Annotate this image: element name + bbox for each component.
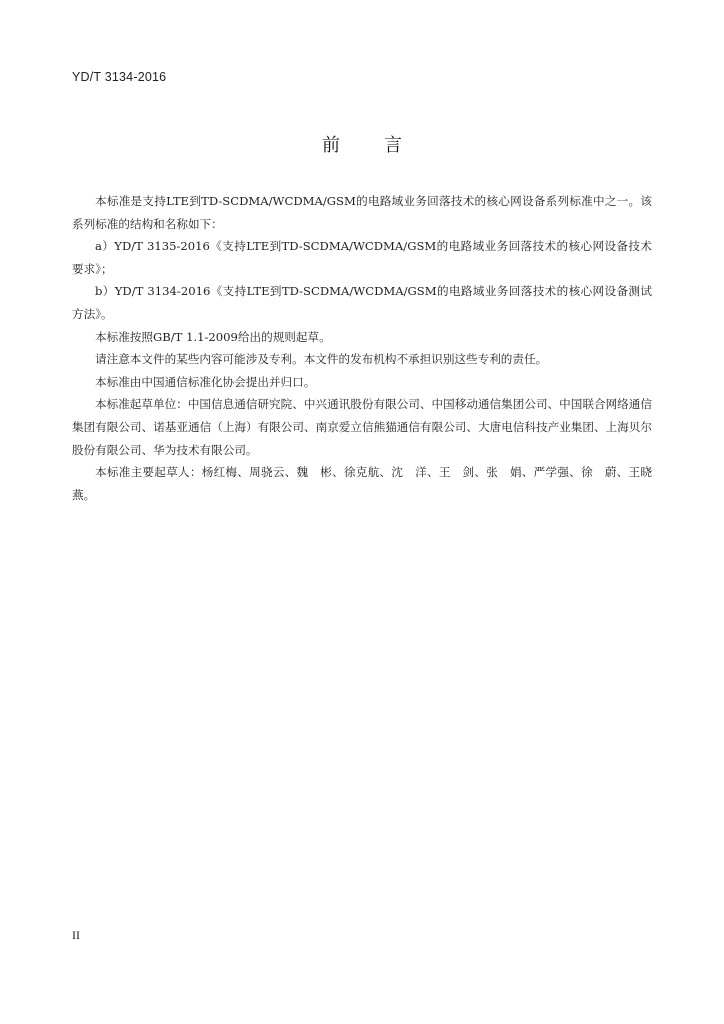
title-char-1: 前 [322,135,340,156]
paragraph-item-a: a）YD/T 3135-2016《支持LTE到TD-SCDMA/WCDMA/GSM的电路域业务回落技术的核心网设备技术要求》； [72,239,652,276]
paragraph-intro: 本标准是支持LTE到TD-SCDMA/WCDMA/GSM的电路域业务回落技术的核心网设备系列标准中之一。该系列标准的结构和名称如下： [72,194,652,231]
page-title [0,131,724,157]
paragraph-proposer: 本标准由中国通信标准化协会提出并归口。 [95,374,316,389]
title-char-2: 言 [384,135,402,156]
paragraph-item-b: b）YD/T 3134-2016《支持LTE到TD-SCDMA/WCDMA/GSM的电路域业务回落技术的核心网设备测试方法》。 [72,284,652,321]
paragraph-patent-notice: 请注意本文件的某些内容可能涉及专利。本文件的发布机构不承担识别这些专利的责任。 [95,352,548,367]
paragraph-drafters: 本标准主要起草人：杨红梅、周骁云、魏 彬、徐克航、沈 洋、王 剑、张 娟、严学强、徐 蔚、王晓燕。 [72,465,652,502]
paragraph-drafting-rules: 本标准按照GB/T 1.1-2009给出的规则起草。 [95,329,331,344]
document-code: YD/T 3134-2016 [72,70,167,84]
page-number: II [72,928,80,942]
foreword-body [72,190,652,506]
paragraph-drafting-units: 本标准起草单位：中国信息通信研究院、中兴通讯股份有限公司、中国移动通信集团公司、中国联合网络通信集团有限公司、诺基亚通信（上海）有限公司、南京爱立信熊猫通信有限公司、大唐电信科技产业集团、上海贝尔股份有限公司、华为技术有限公司。 [72,397,652,457]
